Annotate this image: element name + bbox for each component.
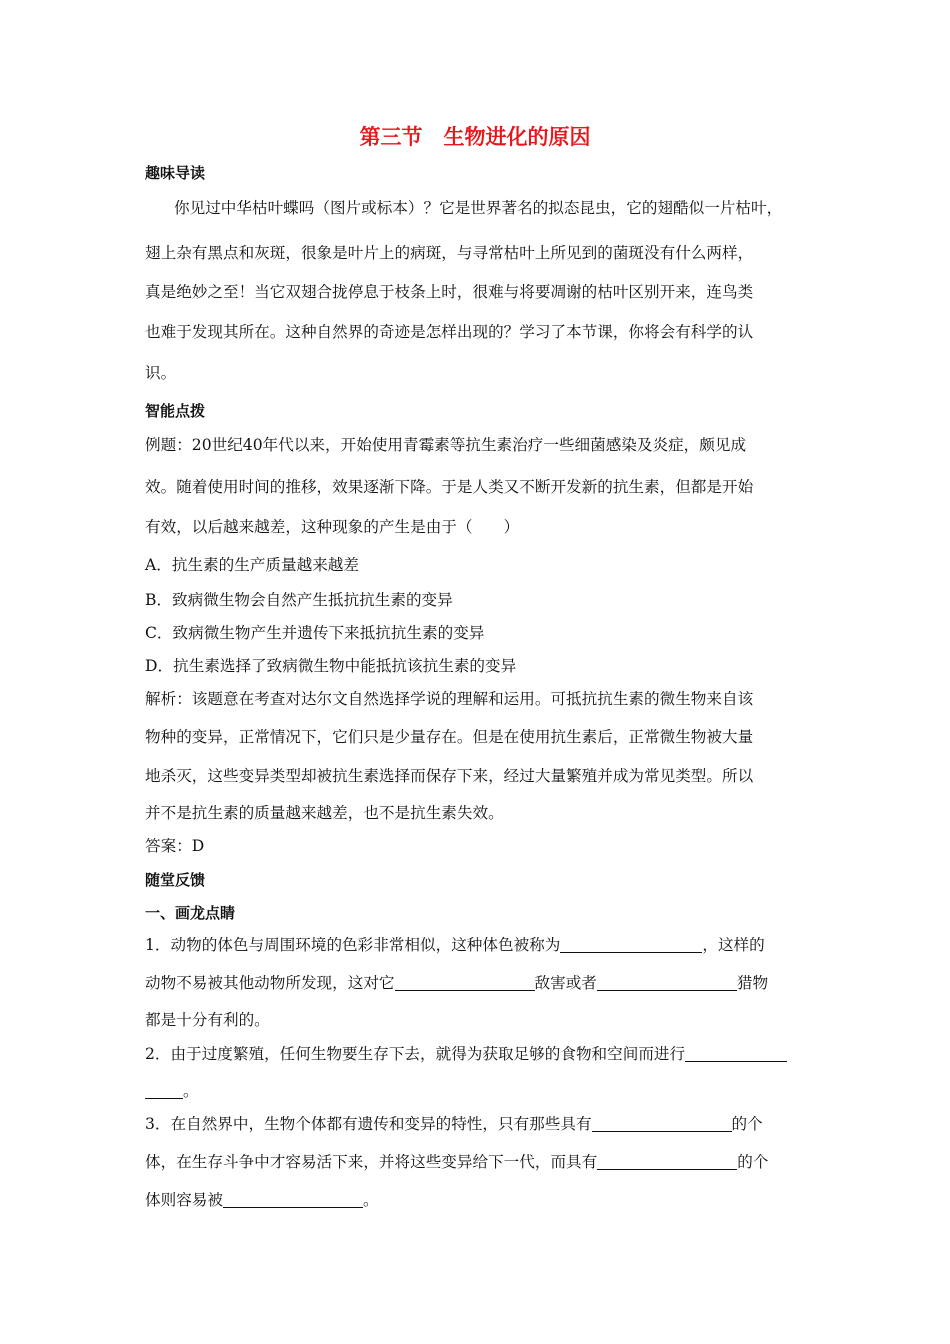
q2-text: 。 [183, 1082, 199, 1100]
example-line: 有效，以后越来越差，这种现象的产生是由于（ ） [145, 518, 520, 536]
q3-text: 3．在自然界中，生物个体都有遗传和变异的特性，只有那些具有 [145, 1115, 592, 1133]
question-2-line-1 [145, 1043, 825, 1065]
example-line: 效。随着使用时间的推移，效果逐渐下降。于是人类又不断开发新的抗生素，但都是开始 [145, 478, 754, 496]
intro-line: 翅上杂有黑点和灰斑，很象是叶片上的病斑，与寻常枯叶上所见到的菌斑没有什么两样， [145, 244, 754, 262]
sub-heading: 一、画龙点睛 [145, 904, 236, 922]
option-b: B．致病微生物会自然产生抵抗抗生素的变异 [145, 591, 453, 609]
answer-blank[interactable] [597, 1153, 737, 1170]
analysis-line: 物种的变异，正常情况下，它们只是少量存在。但是在使用抗生素后，正常微生物被大量 [145, 728, 754, 746]
analysis-line: 并不是抗生素的质量越来越差，也不是抗生素失效。 [145, 804, 504, 822]
q1-text: 敌害或者 [534, 974, 597, 992]
tips-heading: 智能点拨 [145, 402, 206, 420]
intro-heading: 趣味导读 [145, 164, 206, 182]
q3-text: 的个 [731, 1115, 763, 1133]
intro-line: 识。 [145, 364, 177, 382]
answer-line: 答案：D [145, 837, 205, 855]
intro-line: 你见过中华枯叶蝶吗（图片或标本）？它是世界著名的拟态昆虫，它的翅酷似一片枯叶， [174, 199, 783, 217]
q3-text: 体，在生存斗争中才容易活下来，并将这些变异给下一代，而具有 [145, 1153, 598, 1171]
option-c: C．致病微生物产生并遗传下来抵抗抗生素的变异 [145, 624, 485, 642]
q3-text: 的个 [737, 1153, 769, 1171]
feedback-heading: 随堂反馈 [145, 871, 206, 889]
q1-text: ，这样的 [702, 936, 765, 954]
answer-blank[interactable] [597, 974, 737, 991]
q1-text: 动物不易被其他动物所发现，这对它 [145, 974, 395, 992]
analysis-line: 地杀灭，这些变异类型却被抗生素选择而保存下来，经过大量繁殖并成为常见类型。所以 [145, 767, 754, 785]
intro-line: 真是绝妙之至！当它双翅合拢停息于枝条上时，很难与将要凋谢的枯叶区别开来，连鸟类 [145, 283, 754, 301]
q1-text: 1．动物的体色与周围环境的色彩非常相似，这种体色被称为 [145, 936, 561, 954]
question-3-line-2 [145, 1151, 825, 1173]
answer-blank[interactable] [145, 1082, 183, 1099]
question-2-line-2 [145, 1080, 825, 1102]
page-title: 第三节 生物进化的原因 [359, 125, 591, 149]
q1-text: 猎物 [736, 974, 769, 992]
q3-text: 。 [362, 1191, 379, 1209]
q2-text: 2．由于过度繁殖，任何生物要生存下去，就得为获取足够的食物和空间而进行 [145, 1045, 686, 1063]
example-line: 例题：20世纪40年代以来，开始使用青霉素等抗生素治疗一些细菌感染及炎症，颇见成 [145, 436, 747, 454]
q3-text: 体则容易被 [145, 1191, 223, 1209]
question-1-line-3: 都是十分有利的。 [145, 1011, 270, 1029]
question-3-line-3 [145, 1189, 825, 1211]
answer-blank[interactable] [395, 974, 535, 991]
intro-line: 也难于发现其所在。这种自然界的奇迹是怎样出现的？学习了本节课，你将会有科学的认 [145, 323, 754, 341]
question-3-line-1 [145, 1113, 825, 1135]
answer-blank[interactable] [685, 1045, 787, 1062]
answer-blank[interactable] [592, 1115, 732, 1132]
answer-blank[interactable] [223, 1191, 363, 1208]
analysis-line: 解析：该题意在考查对达尔文自然选择学说的理解和运用。可抵抗抗生素的微生物来自该 [145, 690, 754, 708]
answer-blank[interactable] [560, 936, 702, 953]
option-d: D．抗生素选择了致病微生物中能抵抗该抗生素的变异 [145, 657, 517, 675]
question-1-line-1 [145, 934, 825, 956]
option-a: A．抗生素的生产质量越来越差 [145, 556, 359, 574]
question-1-line-2 [145, 972, 825, 994]
